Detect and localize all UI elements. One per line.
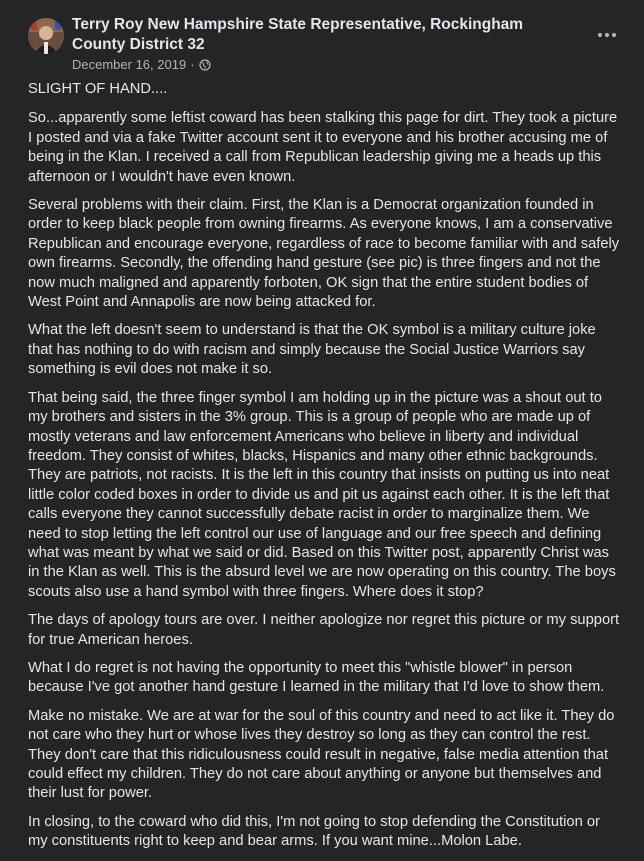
post-paragraph: In closing, to the coward who did this, I'm not going to stop defending the Constitution or my constituents right to keep and bear arms. If you want mine...Molon Labe.: [28, 813, 600, 850]
post-paragraph: Several problems with their claim. First, the Klan is a Democrat organization founded in order to keep black people from owning firearms. As everyone knows, I am a conservative Republican and encourage everyone, regardless of race to become familiar with and safely own firearms. Secondly, the offending hand gesture (see pic) is three fingers and not the now much maligned and apparently forboten, OK sign that the entire student bodies of West Point and Annapolis are now being attacked for.: [28, 197, 620, 311]
post-paragraph: SLIGHT OF HAND....: [28, 81, 168, 97]
post-paragraph: What the left doesn't seem to understand is that the OK symbol is a military culture joke that has nothing to do with racism and simply because the Social Justice Warriors say something is evil does not make it so.: [28, 322, 596, 378]
meta-separator: ·: [190, 57, 195, 72]
post-paragraph: Make no mistake. We are at war for the soul of this country and need to act like it. They do not care who they hurt or whose lives they destroy so long as they can control the rest. They don't care that this ridiculousness could result in negative, false media attention that could effect my children. They do not care about anything or anyone but themselves and their lust for power.: [28, 707, 615, 802]
post-paragraph: So...apparently some leftist coward has been stalking this page for dirt. They took a picture I posted and via a fake Twitter account sent it to everyone and his brother accusing me of being in the Klan. I received a call from Republican leadership giving me a heads up this afternoon or I wouldn't have even known.: [28, 110, 618, 185]
globe-icon[interactable]: [199, 59, 211, 71]
more-options-button[interactable]: [592, 22, 622, 48]
post-date[interactable]: December 16, 2019: [72, 57, 187, 72]
post-paragraph: What I do regret is not having the opportunity to meet this "whistle blower" in person because I've got another hand gesture I learned in the military that I'd love to show them.: [28, 659, 605, 696]
avatar[interactable]: [28, 18, 64, 54]
post-body: [28, 80, 620, 861]
profile-photo: [28, 18, 64, 54]
post-header: [0, 0, 644, 80]
post-meta: [72, 57, 211, 73]
more-options-icon: [597, 32, 617, 38]
post-paragraph: The days of apology tours are over. I neither apologize nor regret this picture or my support for true American heroes.: [28, 612, 620, 648]
author-name[interactable]: Terry Roy New Hampshire State Representative, Rockingham County District 32: [72, 16, 524, 53]
post-paragraph: That being said, the three finger symbol I am holding up in the picture was a shout out to my brothers and sisters in the 3% group. This is a group of people who are made up of mostly veterans and law enforcement Americans who believe in liberty and individual freedom. They consist of whites, blacks, Hispanics and many other ethnic backgrounds. They are patriots, not racists. It is the left in this country that insists on putting us into neat little color coded boxes in order to divide us and pit us against each other. It is the left that calls everyone they cannot successfully debate racist in order to marginalize them. We need to stop letting the left control our use of language and our free speech and defining what was meant by what we said or did. Based on this Twitter post, apparently Christ was in the Klan as well. This is the absurd level we are now operating on this country. The boys scouts also use a hand symbol with three fingers. Where does it stop?: [28, 389, 616, 600]
